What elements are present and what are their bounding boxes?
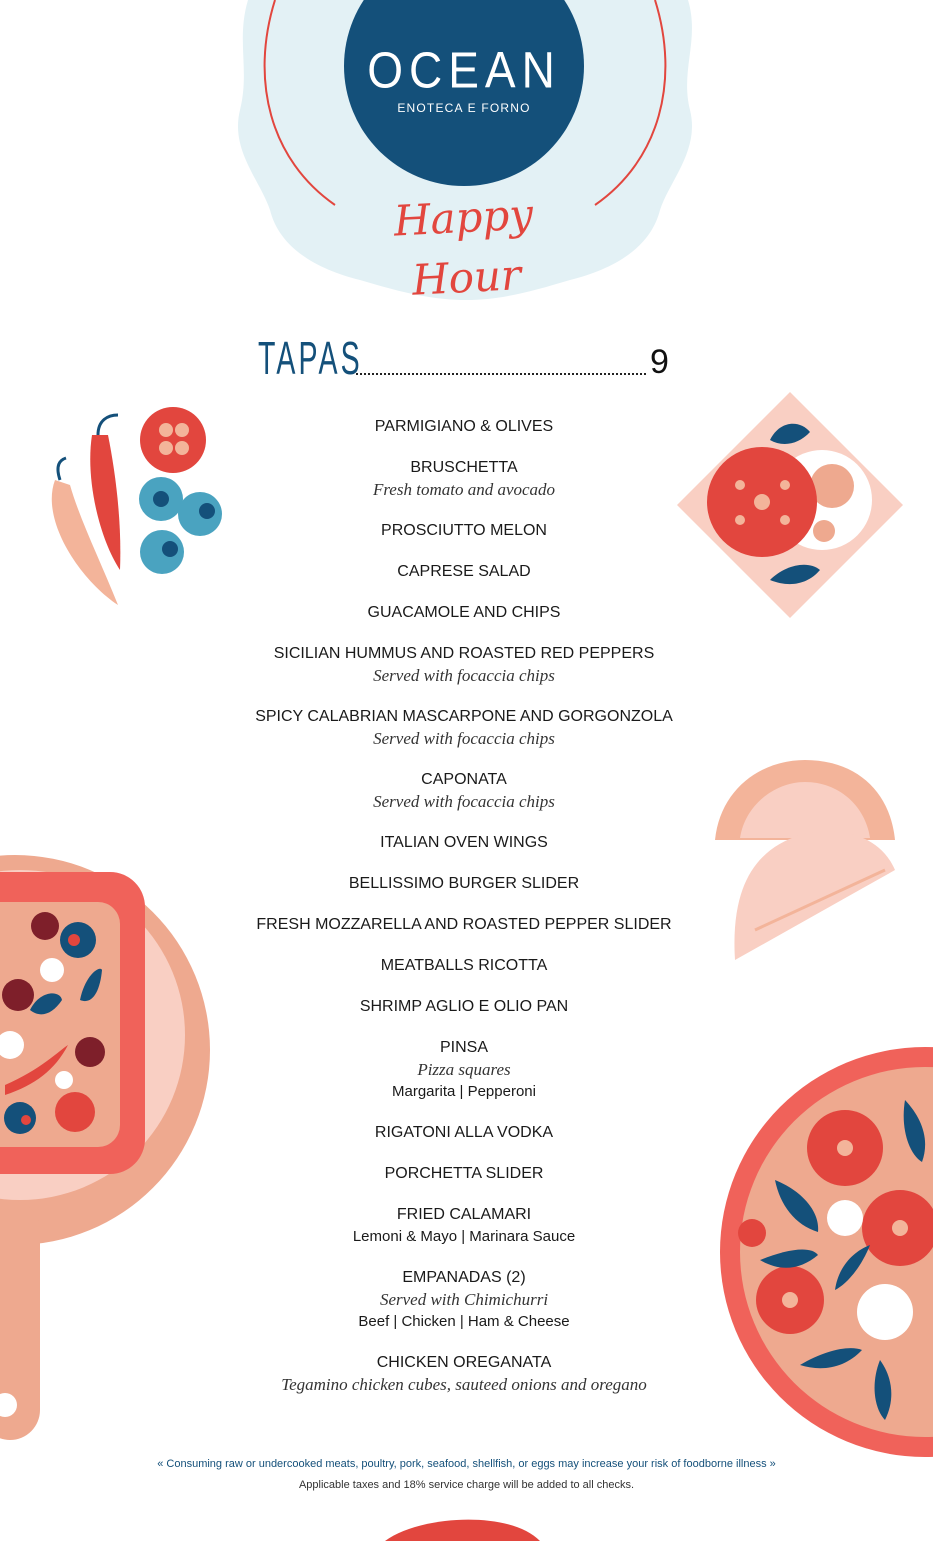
menu-item-description: Tegamino chicken cubes, sauteed onions and oregano: [281, 1375, 647, 1394]
menu-item-name: FRESH MOZZARELLA AND ROASTED PEPPER SLIDER: [256, 916, 672, 933]
menu-item-name: BRUSCHETTA: [410, 459, 518, 476]
menu-item: [200, 769, 728, 813]
menu-item-name: PINSA: [439, 1039, 488, 1056]
menu-item-description: Served with focaccia chips: [373, 729, 555, 748]
menu-item-name: SPICY CALABRIAN MASCARPONE AND GORGONZOLA: [255, 708, 673, 725]
menu-item-options: Beef | Chicken | Ham & Cheese: [358, 1313, 570, 1330]
menu-item-name: PORCHETTA SLIDER: [384, 1165, 544, 1182]
menu-item-name: GUACAMOLE AND CHIPS: [367, 604, 561, 621]
dumplings-illustration: [715, 760, 895, 960]
menu-item-name: PARMIGIANO & OLIVES: [374, 418, 554, 435]
service-charge-note: Applicable taxes and 18% service charge will be added to all checks.: [298, 1479, 635, 1491]
menu-item-name: ITALIAN OVEN WINGS: [380, 834, 548, 851]
menu-item: [200, 832, 728, 854]
section-price: 9: [650, 343, 669, 381]
health-disclaimer: « Consuming raw or undercooked meats, poultry, pork, seafood, shellfish, or eggs may increase your risk of foodborne illness »: [157, 1458, 776, 1470]
menu-item: [200, 914, 728, 936]
menu-item-name: FRIED CALAMARI: [396, 1206, 532, 1223]
menu-item: [200, 1122, 728, 1144]
chili-olives-illustration: [52, 407, 222, 605]
menu-item-options: Lemoni & Mayo | Marinara Sauce: [352, 1228, 576, 1245]
menu-item-description: Served with Chimichurri: [379, 1290, 549, 1309]
pizza-paddle-illustration: [0, 855, 210, 1440]
menu-item-name: MEATBALLS RICOTTA: [380, 957, 548, 974]
section-title: TAPAS: [258, 332, 363, 384]
menu-item-description: Pizza squares: [417, 1060, 511, 1079]
menu-item-name: EMPANADAS (2): [402, 1269, 526, 1286]
menu-item-name: RIGATONI ALLA VODKA: [374, 1124, 554, 1141]
menu-item: [200, 1163, 728, 1185]
menu-item: [200, 1352, 728, 1396]
menu-item: [200, 1037, 728, 1103]
menu-item: [200, 873, 728, 895]
menu-item-name: CHICKEN OREGANATA: [376, 1354, 552, 1371]
menu-item: [200, 643, 728, 687]
menu-item: [200, 1267, 728, 1333]
menu-item-name: SICILIAN HUMMUS AND ROASTED RED PEPPERS: [273, 645, 655, 662]
menu-item: [200, 996, 728, 1018]
menu-item-name: BELLISSIMO BURGER SLIDER: [348, 875, 580, 892]
menu-item-name: PROSCIUTTO MELON: [381, 522, 547, 539]
menu-item: [200, 602, 728, 624]
menu-item-name: CAPRESE SALAD: [397, 563, 531, 580]
menu-item: [200, 706, 728, 750]
brand-name: OCEAN: [367, 41, 561, 99]
menu-item-description: Served with focaccia chips: [373, 792, 555, 811]
menu-item: [200, 416, 728, 438]
menu-item-description: Served with focaccia chips: [373, 666, 555, 685]
bottom-plate-edge: [385, 1520, 540, 1541]
menu-item-name: SHRIMP AGLIO E OLIO PAN: [359, 998, 569, 1015]
brand-subtitle: ENOTECA E FORNO: [397, 101, 531, 115]
happy-hour-tagline: Happy Hour: [392, 189, 535, 305]
round-pizza-illustration: [720, 1047, 933, 1457]
menu-item: [200, 457, 728, 501]
menu-list: [200, 416, 728, 1415]
leader-dots: [356, 373, 646, 375]
menu-item-options: Margarita | Pepperoni: [392, 1083, 536, 1100]
menu-item-description: Fresh tomato and avocado: [372, 480, 556, 499]
menu-item: [200, 561, 728, 583]
menu-item: [200, 955, 728, 977]
menu-item: [200, 1204, 728, 1248]
menu-item: [200, 520, 728, 542]
menu-item-name: CAPONATA: [421, 771, 507, 788]
